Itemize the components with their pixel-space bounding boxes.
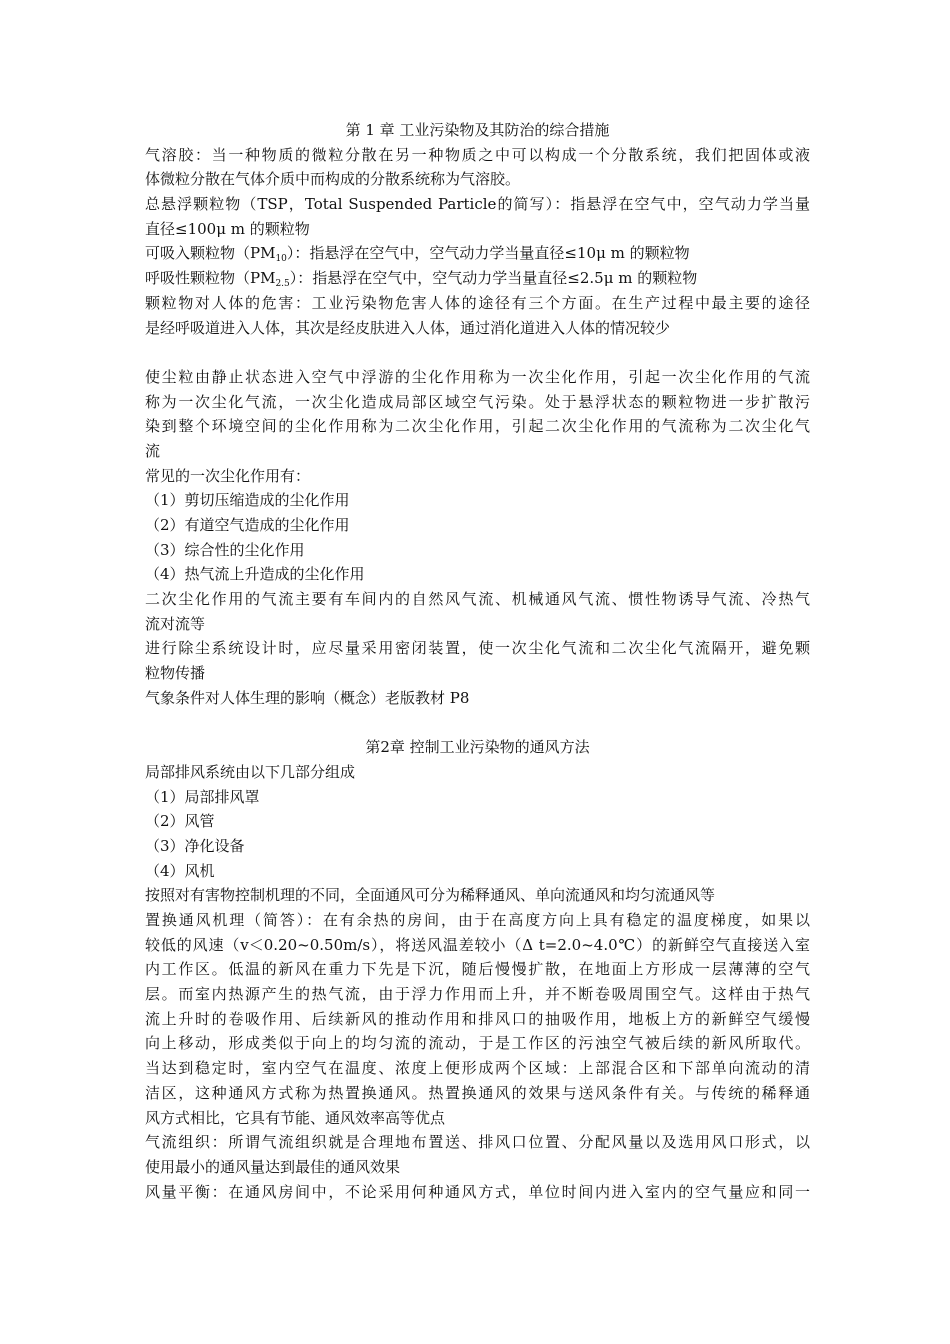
chapter-1-title: 第 1 章 工业污染物及其防治的综合措施 bbox=[345, 121, 610, 139]
dust-paragraph-line-1: 使尘粒由静止状态进入空气中浮游的尘化作用称为一次尘化作用，引起一次尘化作用的气流 bbox=[145, 367, 810, 386]
pm10-label: 可吸入颗粒物（PM bbox=[145, 244, 276, 263]
pm25-label: 呼吸性颗粒物（PM bbox=[145, 269, 276, 288]
pm25-text: ）：指悬浮在空气中，空气动力学当量直径≤2.5μ m 的颗粒物 bbox=[289, 269, 698, 288]
list-item: （1）剪切压缩造成的尘化作用 bbox=[145, 491, 350, 510]
general-ventilation-note: 按照对有害物控制机理的不同，全面通风可分为稀释通风、单向流通风和均匀流通风等 bbox=[145, 886, 716, 905]
blank-line bbox=[145, 340, 810, 365]
design-note-line-1: 进行除尘系统设计时，应尽量采用密闭装置，使一次尘化气流和二次尘化气流隔开，避免颗 bbox=[145, 639, 810, 658]
secondary-airflow-line-1: 二次尘化作用的气流主要有车间内的自然风气流、机械通风气流、惯性物诱导气流、冷热气 bbox=[145, 590, 810, 609]
harm-paragraph-line-1: 颗粒物对人体的危害：工业污染物危害人体的途径有三个方面。在生产过程中最主要的途径 bbox=[145, 293, 810, 312]
tsp-definition-line-2: 直径≤100μ m 的颗粒物 bbox=[145, 219, 310, 238]
aerosol-definition-line-2: 体微粒分散在气体介质中而构成的分散系统称为气溶胶。 bbox=[145, 170, 521, 189]
pm25-definition bbox=[145, 266, 810, 291]
displacement-line: 较低的风速（v＜0.20~0.50m/s），将送风温差较小（Δ t=2.0~4.0℃）的新鲜空气直接送入室 bbox=[145, 935, 810, 954]
displacement-line: 内工作区。低温的新风在重力下先是下沉，随后慢慢扩散，在地面上方形成一层薄薄的空气 bbox=[145, 960, 810, 979]
aerosol-definition-line-1: 气溶胶：当一种物质的微粒分散在另一种物质之中可以构成一个分散系统，我们把固体或液 bbox=[145, 145, 810, 164]
air-balance-line-1: 风量平衡：在通风房间中，不论采用何种通风方式，单位时间内进入室内的空气量应和同一 bbox=[145, 1182, 810, 1201]
list-item: （2）有道空气造成的尘化作用 bbox=[145, 516, 350, 534]
pm10-subscript: 10 bbox=[275, 254, 287, 265]
chapter-2-title: 第2章 控制工业污染物的通风方法 bbox=[365, 738, 590, 757]
displacement-line: 层。而室内热源产生的热气流，由于浮力作用而上升，并不断卷吸周围空气。这样由于热气 bbox=[145, 985, 810, 1004]
harm-paragraph-line-2: 是经呼吸道进入人体，其次是经皮肤进入人体，通过消化道进入人体的情况较少 bbox=[145, 318, 671, 337]
dust-paragraph-line-4: 流 bbox=[145, 441, 161, 460]
list-item: （4）热气流上升造成的尘化作用 bbox=[145, 565, 365, 584]
pm10-text: ）：指悬浮在空气中，空气动力学当量直径≤10μ m 的颗粒物 bbox=[286, 244, 690, 263]
pm10-definition bbox=[145, 241, 810, 266]
list-item: （3）综合性的尘化作用 bbox=[145, 540, 305, 559]
airflow-organization-line-1: 气流组织：所谓气流组织就是合理地布置送、排风口位置、分配风量以及选用风口形式，以 bbox=[145, 1133, 810, 1152]
dust-paragraph-line-3: 染到整个环境空间的尘化作用称为二次尘化作用，引起二次尘化作用的气流称为二次尘化气 bbox=[145, 417, 810, 436]
airflow-organization-line-2: 使用最小的通风量达到最佳的通风效果 bbox=[145, 1157, 401, 1176]
weather-note: 气象条件对人体生理的影响（概念）老版教材 P8 bbox=[145, 688, 470, 707]
blank-line bbox=[145, 711, 810, 736]
displacement-line: 置换通风机理（简答）：在有余热的房间，由于在高度方向上具有稳定的温度梯度，如果以 bbox=[145, 911, 810, 929]
common-dust-title: 常见的一次尘化作用有： bbox=[145, 466, 311, 485]
pm25-subscript: 2.5 bbox=[275, 279, 290, 290]
displacement-line: 洁区，这种通风方式称为热置换通风。热置换通风的效果与送风条件有关。与传统的稀释通 bbox=[145, 1083, 810, 1102]
displacement-line: 当达到稳定时，室内空气在温度、浓度上便形成两个区域：上部混合区和下部单向流动的清 bbox=[145, 1059, 810, 1078]
document-page bbox=[145, 118, 810, 1204]
list-item: （1）局部排风罩 bbox=[145, 787, 260, 806]
displacement-line: 流上升时的卷吸作用、后续新风的推动作用和排风口的抽吸作用，地板上方的新鲜空气缓慢 bbox=[145, 1009, 810, 1028]
displacement-line: 向上移动，形成类似于向上的均匀流的流动，于是工作区的污浊空气被后续的新风所取代。 bbox=[145, 1034, 810, 1053]
list-item: （2）风管 bbox=[145, 812, 215, 831]
tsp-definition-line-1: 总悬浮颗粒物（TSP，Total Suspended Particle的简写）：指悬浮在空气中，空气动力学当量 bbox=[145, 195, 810, 214]
secondary-airflow-line-2: 流对流等 bbox=[145, 614, 206, 633]
design-note-line-2: 粒物传播 bbox=[145, 664, 206, 683]
dust-paragraph-line-2: 称为一次尘化气流，一次尘化造成局部区域空气污染。处于悬浮状态的颗粒物进一步扩散污 bbox=[145, 392, 810, 411]
displacement-line: 风方式相比，它具有节能、通风效率高等优点 bbox=[145, 1108, 446, 1127]
list-item: （4）风机 bbox=[145, 861, 215, 880]
local-exhaust-title: 局部排风系统由以下几部分组成 bbox=[145, 762, 356, 781]
list-item: （3）净化设备 bbox=[145, 836, 245, 855]
